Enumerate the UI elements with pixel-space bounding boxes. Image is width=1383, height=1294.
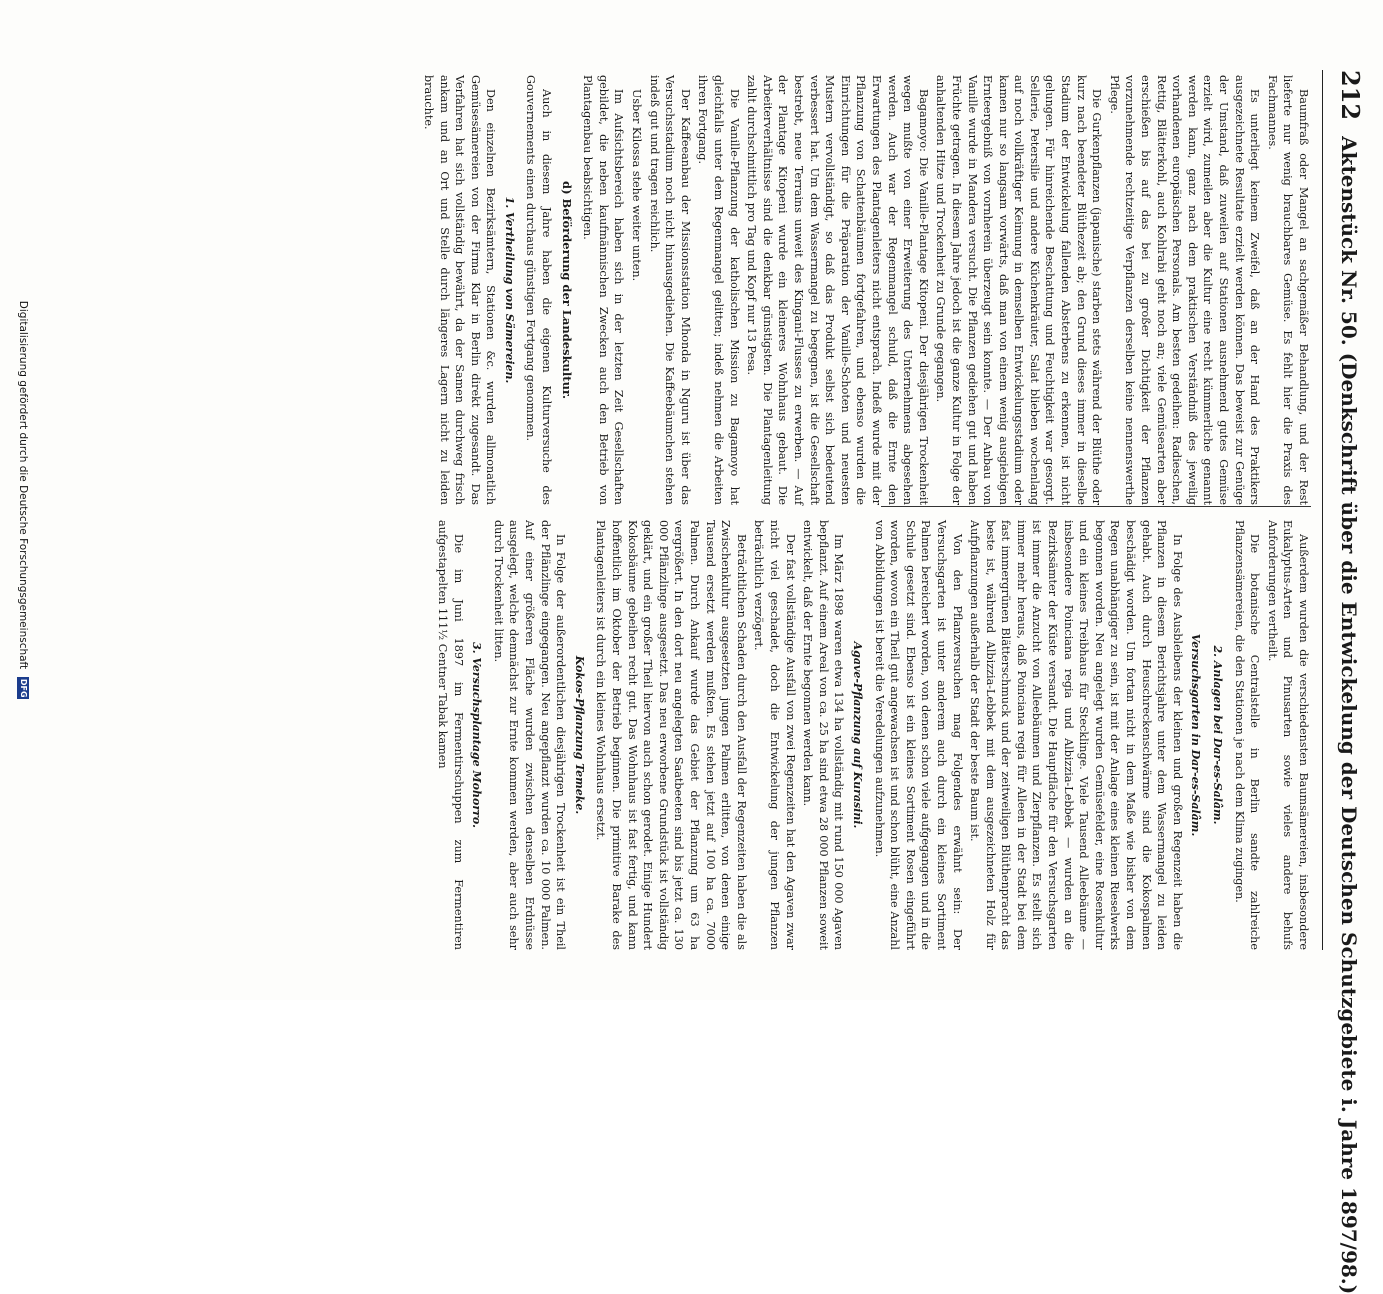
paragraph: Bagamoyo: Die Vanille-Plantage Kitopeni. Der diesjährigen Trockenheit wegen mußte von einer Erweiterung des Unternehmens abgesehen werden. Auch war der Regenmangel schuld, daß die Ernte den Erwartungen des Plantagenleiters nicht entsprach. Indeß wurde mit der Pflanzung von Schattenbäumen fortgefahren, und ebenso wurden die Einrichtungen für die Präparation der Vanille-Schoten und neuesten Mustern vervollständigt, so daß das Produkt selbst sich bedeutend verbessert hat. Um dem Wassermangel zu begegnen, ist die Gesellschaft bestrebt, neue Terrains unweit des Kingani-Flusses zu erwerben. — Auf der Plantage Kitopeni wurde ein kleineres Wohnhaus gebaut. Die Arbeiterverhältnisse sind die denkbar günstigsten. Die Plantagenleitung zahlt durchschnittlich pro Tag und Kopf nur 13 Pesa.	[745, 75, 930, 505]
paragraph: Die Gurkenpflanzen (japanische) starben stets während der Blüthe oder kurz nach beendeter Blüthezeit ab; den Grund dieses immer in dieselbe Stadium der Entwickelung fallenden Absterbens zu erkennen, ist nicht gelungen. Für hinreichende Beschattung und Feuchtigkeit war gesorgt. Sellerie, Petersilie und andere Küchenkräuter, Salat blieben wochenlang auf noch vollkräftiger Keimung in demselben Entwickelungsstadium oder kamen nur so langsam vorwärts, daß man von einem wenig ausgiebigen Ernteergebniß von vornherein überzeugt sein konnte. — Der Anbau von Vanille wurde in Mandera versucht. Die Pflanzen gediehen gut und haben Früchte getragen. In diesem Jahre jedoch ist die ganze Kultur in Folge der anhaltenden Hitze und Trockenheit zu Grunde gegangen.	[934, 75, 1104, 505]
paragraph: In Folge des Ausbleibens der kleinen und großen Regenzeit haben die Pflanzen in diesem Berichtsjahre unter dem Wassermangel zu leiden gehabt. Auch durch Heuschreckenschwärme sind die Kokospalmen beschädigt worden. Um fortan nicht in dem Maße wie bisher von dem Regen unabhängiger zu sein, ist mit der Anlage eines kleinen Rieselwerks begonnen worden. Neu angelegt wurden Gemüsefelder, eine Rosenkultur und ein kleines Treibhaus für Stecklinge. Viele Tausend Alleebäume — insbesondere Poinciana regia und Albizzia-Lebbek — wurden an die Bezirksämter der Küste versandt. Die Hauptfläche für den Versuchsgarten ist immer die Anzucht von Alleebäumen und Zierpflanzen. Es stellt sich immer mehr heraus, daß Poinciana regia für Alleen in der Stadt bei dem fast immergrünen Blätterschmuck und der zeitweiligen Blüthenpracht das beste ist, während Albizzia-Lebbek mit dem ausgezeichneten Holz für Aufpflanzungen außerhalb der Stadt der beste Baum ist.	[968, 520, 1184, 950]
left-column	[418, 75, 1311, 505]
paragraph: Die botanische Centralstelle in Berlin sandte zahlreiche Pflanzensämereien, die den Stationen je nach dem Klima zugingen.	[1232, 520, 1262, 950]
subsection-heading: Agave-Pflanzung auf Kurasini.	[850, 641, 864, 829]
paragraph: Auch in diesem Jahre haben die eigenen Kulturversuche des Gouvernements einen durchaus günstigen Fortgang genommen.	[524, 75, 554, 505]
subsection-heading: 1. Vertheilung von Sämereien.	[502, 196, 516, 384]
digitization-credit	[8, 0, 38, 1000]
page-number: 212	[1336, 70, 1365, 121]
subsection-heading: Versuchsgarten in Dar-es-Salâm.	[1189, 633, 1203, 837]
column-divider	[881, 506, 1311, 507]
dfg-logo: DFG	[19, 678, 28, 698]
paragraph: Die im Juni 1897 im Fermentirschuppen zum Fermentiren aufgestapelten 111½ Centner Tabak kamen	[436, 520, 465, 950]
subsection-heading: 3. Versuchsplantage Mohorro.	[470, 642, 484, 828]
paragraph: Beträchtlichen Schaden durch den Ausfall der Regenzeiten haben die als Zwischenkultur ausgesetzten jungen Palmen erlitten, von denen einige Tausend ersetzt werden mußten. Es stehen jetzt auf 100 ha ca. 7000 Palmen. Durch Ankauf wurde das Gebiet der Pflanzung um 63 ha vergrößert. In den dort neu angelegten Saatbeeten sind bis jetzt ca. 130 000 Pflänzlinge ausgesetzt. Das neu erworbene Grundstück ist vollständig geklärt, und ein großer Theil hiervon auch schon gerodet. Einige Hundert Kokosbäume gebeihen recht gut. Das Wohnhaus ist fast fertig, und kann hoffentlich im Oktober der Betrieb beginnen. Die primitive Barake des Plantagenleiters ist durch ein kleines Wohnhaus ersetzt.	[594, 520, 748, 950]
paragraph: Außerdem wurden die verschiedensten Baumsämereien, insbesondere Eukalyptus-Arten und Pinusarten sowie vieles andere behufs Anforderungen vertheilt.	[1265, 520, 1310, 950]
paragraph: Der fast vollständige Ausfall von zwei Regenzeiten hat den Agaven zwar nicht viel geschadet, doch die Entwickelung der jungen Pflanzen beträchtlich verzögert.	[752, 520, 797, 950]
right-column	[433, 520, 1311, 950]
paragraph: Die Vanille-Pflanzung der katholischen Mission zu Bagamoyo hat gleichfalls unter dem Regenmangel gelitten; indeß nehmen die Arbeiten ihren Fortgang.	[696, 75, 741, 505]
paragraph: Im März 1898 waren etwa 134 ha vollständig mit rund 150 000 Agaven bepflanzt. Auf einem Areal von ca. 25 ha sind etwa 28 000 Pflanzen soweit entwickelt, daß der Ernte begonnen werden kann.	[801, 520, 846, 950]
paragraph: Baumfraß oder Mangel an sachgemäßer Behandlung, und der Rest lieferte nur wenig brauchbares Gemüse. Es fehlt hier die Praxis des Fachmannes.	[1265, 75, 1310, 505]
paragraph: Von den Pflanzversuchen mag Folgendes erwähnt sein: Der Versuchsgarten ist unter anderem auch durch ein kleines Sortiment Palmen bereichert worden, von denen schon viele aufgegangen und in die Schule gesetzt sind. Ebenso ist ein kleines Sortiment Rosen eingeführt worden, wovon ein Theil gut angewachsen ist und schon blüht, eine Anzahl von Abbildungen ist bereit die Veredelungen aufzunehmen.	[872, 520, 964, 950]
paragraph: Es unterliegt keinem Zweifel, daß an der Hand des Praktikers ausgezeichnete Resultate erzielt werden können. Das beweist zur Genüge der Umstand, daß zuweilen auf Stationen ausnehmend gutes Gemüse erzielt wird, zumeilen aber die Kultur eine recht kümmerliche genannt werden kann, ganz nach dem praktischen Verständniß des jeweilig vorhandenen europäischen Personals. Am besten gedeihen: Radieschen, Rettig, Blätterkohl, auch Kohlrabi geht noch an; viele Gemüsearten aber erschießen bis auf das bei zu großer Dichtigkeit der Pflanzen vorzunehmende rechtzeitige Verpflanzen derselben keine nennenswerthe Pflege.	[1107, 75, 1262, 505]
section-heading: d) Beförderung der Landeskultur.	[559, 181, 574, 399]
paragraph: Im Aufsichtsbereich haben sich in der letzten Zeit Gesellschaften gebildet, die neben kaufmännischen Zwecken auch den Betrieb von Plantagenbau beabsichtigen.	[581, 75, 626, 505]
paragraph: Usber Kilossa stehe weiter unten.	[630, 89, 644, 282]
credit-text: Digitalisierung gefördert durch die Deutsche Forschungsgemeinschaft	[17, 300, 29, 670]
document-title: Aktenstück Nr. 50. (Denkschrift über die Entwickelung der Deutschen Schutzgebiete i. Jahre 1897/98.)	[1337, 136, 1361, 1294]
subsection-heading: Kokos-Pflanzung Temeke.	[572, 655, 586, 815]
subsection-heading: 2. Anlagen bei Dar-es-Salâm.	[1211, 645, 1225, 825]
paragraph: Der Kaffeeanbau der Missionsstation Mhonda in Nguru ist über das Versuchsstadium noch nicht hinausgediehen. Die Kaffeebäumchen stehen indeß gut und tragen reichlich.	[647, 75, 692, 505]
paragraph: In Folge der außerordentlichen diesjährigen Trockenheit ist ein Theil der Pflänzlinge eingegangen. Neu angepflanzt wurden ca. 10 000 Palmen. Auf einer größeren Fläche wurden zwischen denselben Erdnüsse ausgelegt, welche demnächst zur Ernte kommen werden, aber auch sehr durch Trockenheit litten.	[491, 520, 568, 950]
paragraph: Den einzelnen Bezirksämtern, Stationen &c. wurden allmonatlich Gemüsesämereien von der Firma Klar in Berlin direkt zugesandt. Das Verfahren hat sich vollständig bewährt, da der Samen durchweg frisch ankam und an Ort und Stelle durch längeres Lagern nicht zu leiden brauchte.	[421, 75, 498, 505]
running-head	[1325, 70, 1365, 1294]
header-rule	[1322, 70, 1323, 950]
